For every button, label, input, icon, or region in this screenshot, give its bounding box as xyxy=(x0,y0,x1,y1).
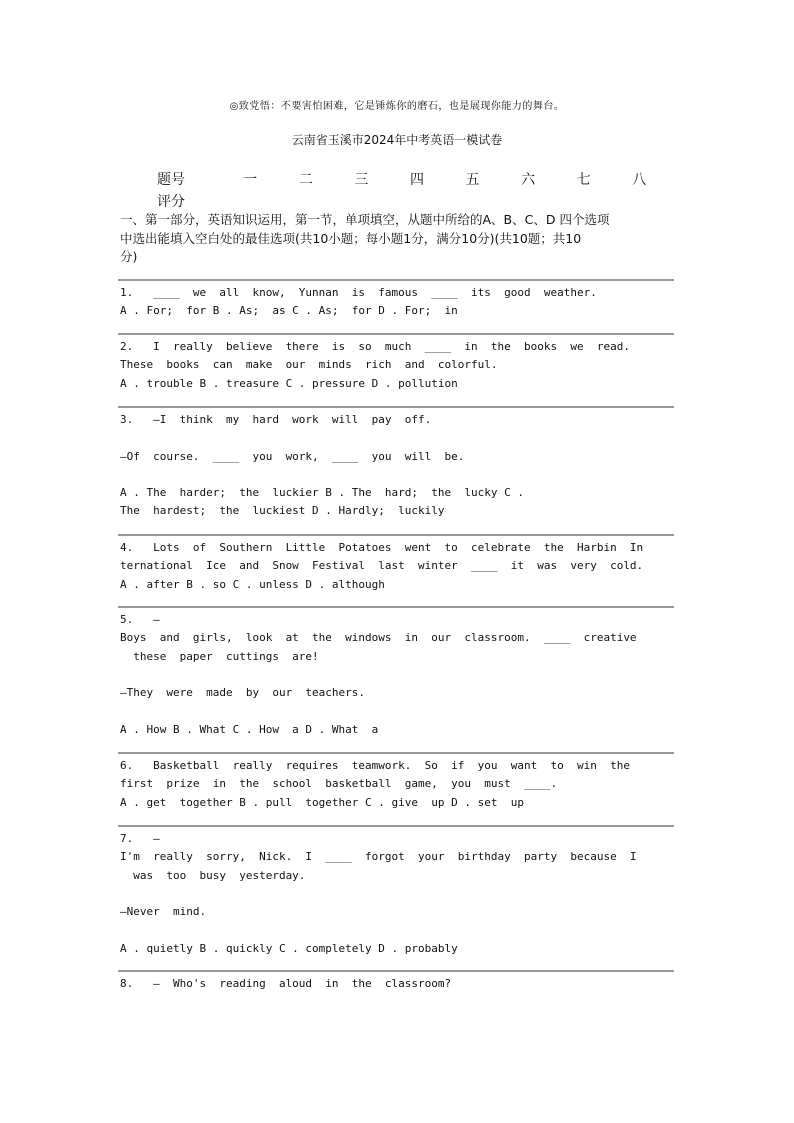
question-divider xyxy=(118,333,674,335)
exam-title: 云南省玉溪市2024年中考英语一模试卷 xyxy=(291,133,503,147)
question-divider xyxy=(118,279,674,281)
question-line: —Of course. ____ you work, ____ you will be. xyxy=(120,449,465,463)
question-line: A . The harder; the luckier B . The hard; the lucky C . xyxy=(120,486,524,500)
question-line xyxy=(120,921,676,939)
section-heading xyxy=(120,211,676,267)
question-line: 6. Basketball really requires teamwork. So if you want to win the xyxy=(120,759,630,772)
question-line xyxy=(120,702,676,720)
question-divider xyxy=(118,825,674,827)
question-divider xyxy=(118,970,674,972)
question-line: 2. I really believe there is so much ____ in the books we read. xyxy=(120,340,630,353)
question-line xyxy=(120,466,676,484)
section-heading-line: 中选出能填入空白处的最佳选项(共10小题；每小题1分，满分10分)(共10题；共10 xyxy=(120,230,582,246)
question-line: A . For; for B . As; as C . As; for D . For; in xyxy=(120,304,458,318)
score-col: 三 xyxy=(354,172,369,188)
question-item xyxy=(120,284,676,321)
question-divider xyxy=(118,534,674,536)
question-line xyxy=(120,885,676,903)
question-line: These books can make our minds rich and colorful. xyxy=(120,358,498,372)
score-col: 六 xyxy=(521,172,536,188)
score-col: 八 xyxy=(632,172,647,188)
question-line: A . after B . so C . unless D . although xyxy=(120,577,385,591)
question-divider xyxy=(118,406,674,408)
score-table xyxy=(157,168,667,212)
score-row-numbers xyxy=(157,168,667,190)
section-heading-line: 分) xyxy=(120,249,138,264)
question-line: —Never mind. xyxy=(120,905,207,919)
motto: ◎致党悟：不要害怕困难，它是锤炼你的磨石，也是展现你能力的舞台。 xyxy=(229,101,565,112)
question-line: A . trouble B . treasure C . pressure D . pollution xyxy=(120,376,458,390)
question-item xyxy=(120,757,676,812)
question-line: The hardest; the luckiest D . Hardly; luckily xyxy=(120,504,445,518)
question-item xyxy=(120,611,676,739)
question-line: A . How B . What C . How a D . What a xyxy=(120,722,379,736)
question-line: was too busy yesterday. xyxy=(120,868,306,882)
question-item xyxy=(120,830,676,958)
question-line: 1. ____ we all know, Yunnan is famous ____ its good weather. xyxy=(120,286,597,299)
question-line: 4. Lots of Southern Little Potatoes went to celebrate the Harbin In xyxy=(120,541,644,554)
question-item xyxy=(120,539,676,594)
question-line: Boys and girls, look at the windows in our classroom. ____ creative xyxy=(120,631,637,645)
question-line: A . quietly B . quickly C . completely D . probably xyxy=(120,941,458,955)
question-item xyxy=(120,975,676,993)
score-label-number: 题号 xyxy=(157,172,185,188)
question-line: 3. —I think my hard work will pay off. xyxy=(120,413,432,426)
question-line: I'm really sorry, Nick. I ____ forgot your birthday party because I xyxy=(120,850,637,864)
question-line: A . get together B . pull together C . give up D . set up xyxy=(120,795,524,809)
section-heading-line: 一、第一部分，英语知识运用，第一节，单项填空，从题中所给的A、B、C、D 四个选项 xyxy=(120,212,610,227)
score-col: 四 xyxy=(409,172,424,188)
question-item xyxy=(120,411,676,521)
score-col: 五 xyxy=(465,172,480,188)
question-divider xyxy=(118,606,674,608)
score-label-grade: 评分 xyxy=(157,194,185,210)
question-divider xyxy=(118,752,674,754)
question-line: these paper cuttings are! xyxy=(120,649,319,663)
question-item xyxy=(120,338,676,393)
question-line xyxy=(120,429,676,447)
question-line: first prize in the school basketball game, you must ____. xyxy=(120,777,558,791)
question-line xyxy=(120,666,676,684)
score-col: 二 xyxy=(298,172,313,188)
question-line: 7. — xyxy=(120,832,160,845)
score-row-grades xyxy=(157,190,667,212)
question-line: 5. — xyxy=(120,613,160,626)
score-col: 一 xyxy=(243,172,258,188)
score-col: 七 xyxy=(576,172,591,188)
question-line: ternational Ice and Snow Festival last winter ____ it was very cold. xyxy=(120,559,644,573)
question-line: —They were made by our teachers. xyxy=(120,686,366,700)
question-line: 8. — Who's reading aloud in the classroom? xyxy=(120,977,452,990)
